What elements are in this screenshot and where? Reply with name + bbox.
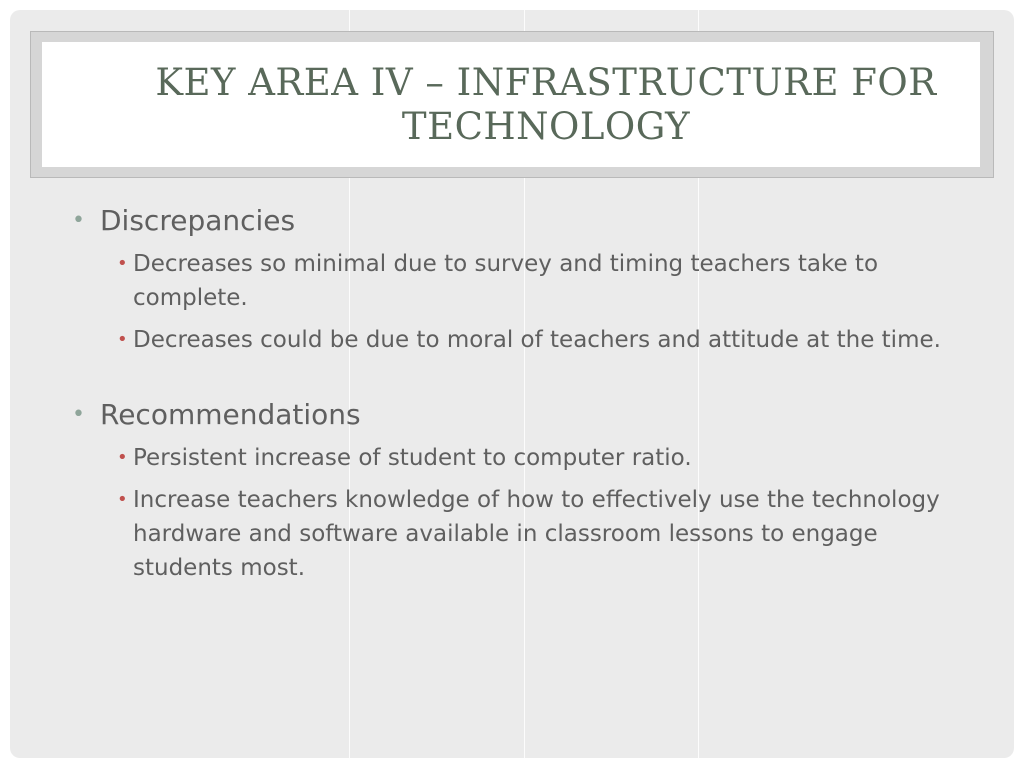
bullet-icon: • [117,447,128,468]
level2-bullet-item [72,441,952,475]
level1-bullet-item [72,203,952,239]
sub-bullet-list [72,247,952,357]
slide-title: KEY AREA IV – INFRASTRUCTURE FOR TECHNOLOGY [155,60,937,148]
section-heading: Recommendations [100,398,361,431]
bullet-icon: • [72,402,85,427]
title-frame [30,31,994,178]
section-spacer [72,365,952,397]
level2-bullet-item [72,323,952,357]
bullet-text: Persistent increase of student to computer ratio. [133,445,692,471]
section-recommendations [72,397,952,585]
bullet-text: Increase teachers knowledge of how to effectively use the technology hardware and software available in classroom lessons to engage students most. [133,487,940,581]
bullet-text: Decreases so minimal due to survey and timing teachers take to complete. [133,251,879,311]
level2-bullet-item [72,247,952,315]
slide [10,10,1014,758]
section-heading: Discrepancies [100,204,296,237]
bullet-icon: • [72,208,85,233]
section-discrepancies [72,203,952,357]
bullet-icon: • [117,253,128,274]
level2-bullet-item [72,483,952,585]
sub-bullet-list [72,441,952,585]
level1-bullet-item [72,397,952,433]
bullet-icon: • [117,329,128,350]
slide-body [72,203,952,593]
title-box [42,42,980,167]
bullet-text: Decreases could be due to moral of teachers and attitude at the time. [133,327,941,353]
bullet-icon: • [117,489,128,510]
